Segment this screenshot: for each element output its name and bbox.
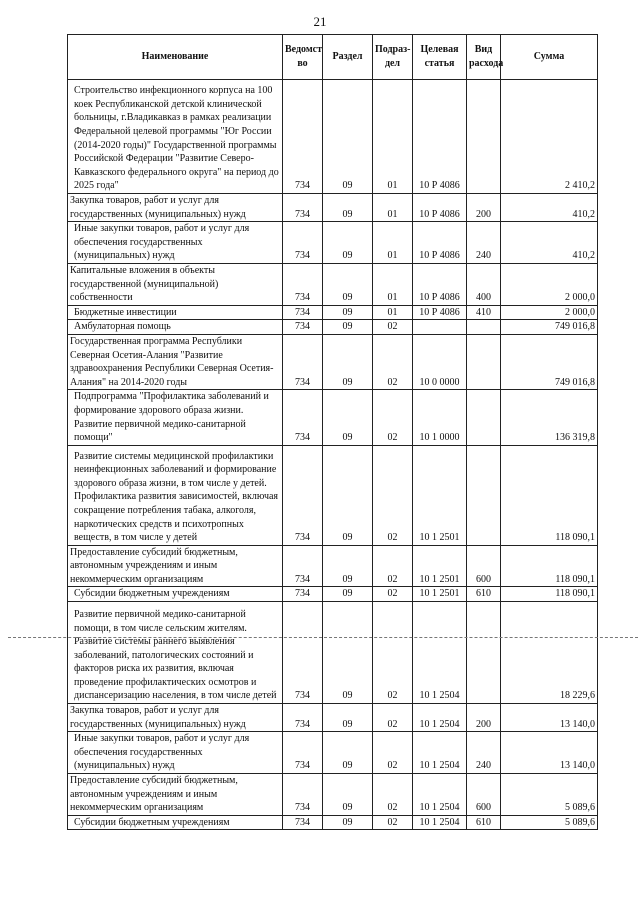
row-ved: 734 xyxy=(283,774,323,816)
row-sum: 136 319,8 xyxy=(501,390,598,445)
row-vid: 600 xyxy=(467,545,501,587)
table-row xyxy=(68,263,598,305)
row-name: Иные закупки товаров, работ и услуг для обеспечения государственных (муниципальных) нужд xyxy=(68,732,283,774)
row-vid: 610 xyxy=(467,815,501,830)
table-row xyxy=(68,815,598,830)
row-name: Строительство инфекционного корпуса на 100 коек Республиканской детской клинической больницы, г.Владикавказ в рамках реализации Федеральной целевой программы "Юг России (2014-2020 годы)" Государственной программы Российской Федерации "Развитие Северо-Кавказского федерального округа" на период до 2025 года" xyxy=(68,80,283,194)
row-podrazdel: 02 xyxy=(373,602,413,704)
row-sum: 118 090,1 xyxy=(501,587,598,602)
row-podrazdel: 02 xyxy=(373,545,413,587)
row-vid xyxy=(467,602,501,704)
table-row xyxy=(68,305,598,320)
row-podrazdel: 02 xyxy=(373,390,413,445)
row-sum: 410,2 xyxy=(501,194,598,222)
row-podrazdel: 02 xyxy=(373,732,413,774)
row-ved: 734 xyxy=(283,602,323,704)
row-sum: 5 089,6 xyxy=(501,774,598,816)
row-name: Субсидии бюджетным учреждениям xyxy=(68,587,283,602)
row-razdel: 09 xyxy=(323,602,373,704)
row-ved: 734 xyxy=(283,80,323,194)
row-sum: 2 000,0 xyxy=(501,263,598,305)
table-row xyxy=(68,80,598,194)
row-target: 10 Р 4086 xyxy=(413,263,467,305)
page-number: 21 xyxy=(313,14,327,29)
row-ved: 734 xyxy=(283,587,323,602)
row-razdel: 09 xyxy=(323,445,373,545)
row-ved: 734 xyxy=(283,732,323,774)
header-vid: Вид расхода xyxy=(467,35,501,80)
row-sum: 2 000,0 xyxy=(501,305,598,320)
row-name: Подпрограмма "Профилактика заболеваний и формирование здорового образа жизни. Развитие первичной медико-санитарной помощи" xyxy=(68,390,283,445)
row-target: 10 1 2504 xyxy=(413,704,467,732)
table-row xyxy=(68,194,598,222)
budget-table xyxy=(67,34,598,830)
row-name: Иные закупки товаров, работ и услуг для обеспечения государственных (муниципальных) нужд xyxy=(68,222,283,264)
row-sum: 118 090,1 xyxy=(501,545,598,587)
row-razdel: 09 xyxy=(323,80,373,194)
table-row xyxy=(68,334,598,389)
row-sum: 5 089,6 xyxy=(501,815,598,830)
row-target: 10 Р 4086 xyxy=(413,80,467,194)
row-target: 10 1 2501 xyxy=(413,587,467,602)
header-razdel: Раздел xyxy=(323,35,373,80)
row-sum: 18 229,6 xyxy=(501,602,598,704)
row-name: Предоставление субсидий бюджетным, автономным учреждениям и иным некоммерческим организациям xyxy=(68,774,283,816)
row-ved: 734 xyxy=(283,305,323,320)
table-row xyxy=(68,390,598,445)
row-target: 10 1 0000 xyxy=(413,390,467,445)
row-ved: 734 xyxy=(283,334,323,389)
row-podrazdel: 01 xyxy=(373,305,413,320)
row-target: 10 1 2501 xyxy=(413,545,467,587)
row-razdel: 09 xyxy=(323,222,373,264)
row-vid xyxy=(467,80,501,194)
row-target: 10 Р 4086 xyxy=(413,222,467,264)
row-razdel: 09 xyxy=(323,320,373,335)
row-name: Закупка товаров, работ и услуг для государственных (муниципальных) нужд xyxy=(68,194,283,222)
row-target: 10 Р 4086 xyxy=(413,305,467,320)
row-target: 10 1 2504 xyxy=(413,732,467,774)
row-sum: 749 016,8 xyxy=(501,320,598,335)
row-razdel: 09 xyxy=(323,774,373,816)
header-target: Целевая статья xyxy=(413,35,467,80)
header-sum: Сумма xyxy=(501,35,598,80)
row-podrazdel: 02 xyxy=(373,587,413,602)
row-ved: 734 xyxy=(283,704,323,732)
row-name: Амбулаторная помощь xyxy=(68,320,283,335)
table-row xyxy=(68,587,598,602)
row-target: 10 Р 4086 xyxy=(413,194,467,222)
row-podrazdel: 01 xyxy=(373,263,413,305)
table-row xyxy=(68,704,598,732)
row-razdel: 09 xyxy=(323,334,373,389)
row-vid xyxy=(467,320,501,335)
row-razdel: 09 xyxy=(323,545,373,587)
row-podrazdel: 01 xyxy=(373,222,413,264)
row-ved: 734 xyxy=(283,263,323,305)
table-row xyxy=(68,545,598,587)
row-vid: 200 xyxy=(467,704,501,732)
header-ved: Ведомст во xyxy=(283,35,323,80)
row-vid: 400 xyxy=(467,263,501,305)
row-razdel: 09 xyxy=(323,732,373,774)
row-razdel: 09 xyxy=(323,704,373,732)
header-podrazdel: Подраз- дел xyxy=(373,35,413,80)
row-vid: 240 xyxy=(467,222,501,264)
row-razdel: 09 xyxy=(323,587,373,602)
table-row xyxy=(68,732,598,774)
row-podrazdel: 02 xyxy=(373,334,413,389)
row-ved: 734 xyxy=(283,445,323,545)
row-name: Закупка товаров, работ и услуг для государственных (муниципальных) нужд xyxy=(68,704,283,732)
row-razdel: 09 xyxy=(323,263,373,305)
row-vid: 610 xyxy=(467,587,501,602)
row-sum: 2 410,2 xyxy=(501,80,598,194)
row-razdel: 09 xyxy=(323,305,373,320)
table-row xyxy=(68,602,598,704)
row-ved: 734 xyxy=(283,390,323,445)
row-target: 10 1 2504 xyxy=(413,774,467,816)
row-ved: 734 xyxy=(283,194,323,222)
row-name: Бюджетные инвестиции xyxy=(68,305,283,320)
row-sum: 13 140,0 xyxy=(501,704,598,732)
row-target: 10 1 2501 xyxy=(413,445,467,545)
row-target xyxy=(413,320,467,335)
row-podrazdel: 01 xyxy=(373,80,413,194)
row-target: 10 0 0000 xyxy=(413,334,467,389)
row-vid: 410 xyxy=(467,305,501,320)
table-header-row xyxy=(68,35,598,80)
row-target: 10 1 2504 xyxy=(413,815,467,830)
row-razdel: 09 xyxy=(323,390,373,445)
row-vid: 240 xyxy=(467,732,501,774)
row-sum: 749 016,8 xyxy=(501,334,598,389)
table-row xyxy=(68,222,598,264)
table-row xyxy=(68,320,598,335)
row-razdel: 09 xyxy=(323,194,373,222)
row-sum: 118 090,1 xyxy=(501,445,598,545)
row-podrazdel: 01 xyxy=(373,194,413,222)
row-name: Предоставление субсидий бюджетным, автономным учреждениям и иным некоммерческим организациям xyxy=(68,545,283,587)
header-name: Наименование xyxy=(68,35,283,80)
row-razdel: 09 xyxy=(323,815,373,830)
table-row xyxy=(68,774,598,816)
row-vid xyxy=(467,334,501,389)
row-vid xyxy=(467,390,501,445)
row-podrazdel: 02 xyxy=(373,445,413,545)
row-podrazdel: 02 xyxy=(373,704,413,732)
row-name: Субсидии бюджетным учреждениям xyxy=(68,815,283,830)
row-vid: 200 xyxy=(467,194,501,222)
row-ved: 734 xyxy=(283,222,323,264)
row-podrazdel: 02 xyxy=(373,320,413,335)
row-name: Капитальные вложения в объекты государственной (муниципальной) собственности xyxy=(68,263,283,305)
row-ved: 734 xyxy=(283,545,323,587)
row-vid: 600 xyxy=(467,774,501,816)
row-vid xyxy=(467,445,501,545)
row-ved: 734 xyxy=(283,320,323,335)
scan-fold-line xyxy=(8,637,638,638)
row-name: Государственная программа Республики Северная Осетия-Алания "Развитие здравоохранения Республики Северная Осетия-Алания" на 2014-2020 годы xyxy=(68,334,283,389)
row-sum: 410,2 xyxy=(501,222,598,264)
row-target: 10 1 2504 xyxy=(413,602,467,704)
table-row xyxy=(68,445,598,545)
row-ved: 734 xyxy=(283,815,323,830)
row-podrazdel: 02 xyxy=(373,774,413,816)
row-name: Развитие системы медицинской профилактики неинфекционных заболеваний и формирование здорового образа жизни, в том числе у детей. Профилактика развития зависимостей, включая сокращение потребления табака, алкоголя, наркотических средств и психотропных веществ, в том числе у детей xyxy=(68,445,283,545)
row-name: Развитие первичной медико-санитарной помощи, в том числе сельским жителям. Развитие системы раннего выявления заболеваний, патологических состояний и факторов риска их развития, включая проведение профилактических осмотров и диспансеризацию населения, в том числе детей xyxy=(68,602,283,704)
row-sum: 13 140,0 xyxy=(501,732,598,774)
row-podrazdel: 02 xyxy=(373,815,413,830)
